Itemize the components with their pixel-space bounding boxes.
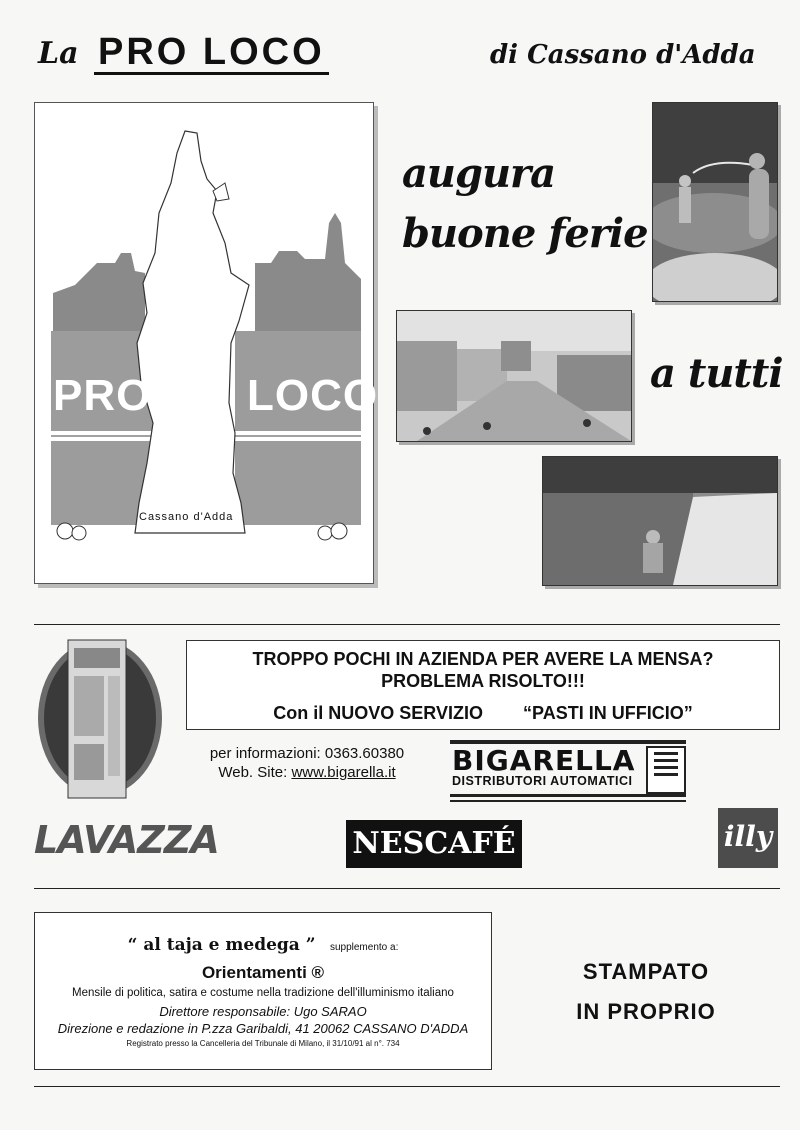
ad-subheadline: PROBLEMA RISOLTO!!! [381, 671, 585, 691]
nescafe-logo: NESCAFÉ [346, 820, 522, 868]
bigarella-tagline: DISTRIBUTORI AUTOMATICI [452, 774, 633, 788]
contact-web [192, 763, 422, 782]
slogan-a-tutti: a tutti [650, 350, 783, 397]
supplement-title: “ al taja e medega ” [127, 935, 316, 955]
bigarella-name: BIGARELLA [452, 744, 636, 777]
web-label: Web. Site: [218, 764, 288, 781]
contact-phone: per informazioni: 0363.60380 [209, 745, 405, 762]
bigarella-mark-icon [646, 746, 686, 794]
printed-line1: STAMPATO [582, 959, 710, 984]
supplement-header [35, 935, 491, 955]
ad-service-line [187, 703, 779, 724]
illy-logo: illy [718, 808, 778, 868]
header-town: di Cassano d'Adda [490, 40, 756, 70]
river-photo [542, 456, 778, 586]
map-illustration [34, 102, 379, 584]
web-link[interactable]: www.bigarella.it [291, 764, 396, 781]
publication-registration: Registrato presso la Cancelleria del Tribunale di Milano, il 31/10/91 al n°. 734 [126, 1039, 400, 1048]
ad-service-name: Con il NUOVO SERVIZIO [273, 703, 483, 723]
bigarella-logo [450, 740, 686, 804]
divider-middle [34, 888, 780, 889]
header-la: La [38, 36, 79, 71]
vending-machine-illustration [34, 636, 164, 806]
publication-name: Orientamenti ® [201, 963, 325, 982]
slogan-augura: augura [402, 150, 556, 197]
publication-director: Direttore responsabile: Ugo SARAO [159, 1004, 367, 1019]
page-title: PRO LOCO [94, 32, 329, 75]
printed-line2: IN PROPRIO [576, 999, 716, 1024]
divider-bottom [34, 1086, 780, 1087]
divider-top [34, 624, 780, 625]
fountain-photo [652, 102, 778, 302]
ad-service-title: “PASTI IN UFFICIO” [523, 703, 693, 723]
lavazza-logo: LAVAZZA [34, 818, 219, 862]
town-square-photo [396, 310, 632, 442]
publication-description: Mensile di politica, satira e costume nella tradizione dell'illuminismo italiano [72, 987, 454, 999]
slogan-buone-ferie: buone ferie [402, 210, 648, 257]
supplement-box [34, 912, 492, 1070]
printed-notice [530, 952, 762, 1032]
map-label-pro: PRO [53, 371, 152, 420]
supplement-label: supplemento a: [329, 942, 399, 953]
contact-info [192, 744, 422, 782]
ad-box [186, 640, 780, 730]
ad-headline: TROPPO POCHI IN AZIENDA PER AVERE LA MENSA? [252, 649, 714, 669]
map-caption: Cassano d'Adda [139, 511, 234, 523]
map-label-loco: LOCO [247, 371, 379, 420]
publication-address: Direzione e redazione in P.zza Garibaldi, 41 20062 CASSANO D'ADDA [57, 1021, 469, 1036]
